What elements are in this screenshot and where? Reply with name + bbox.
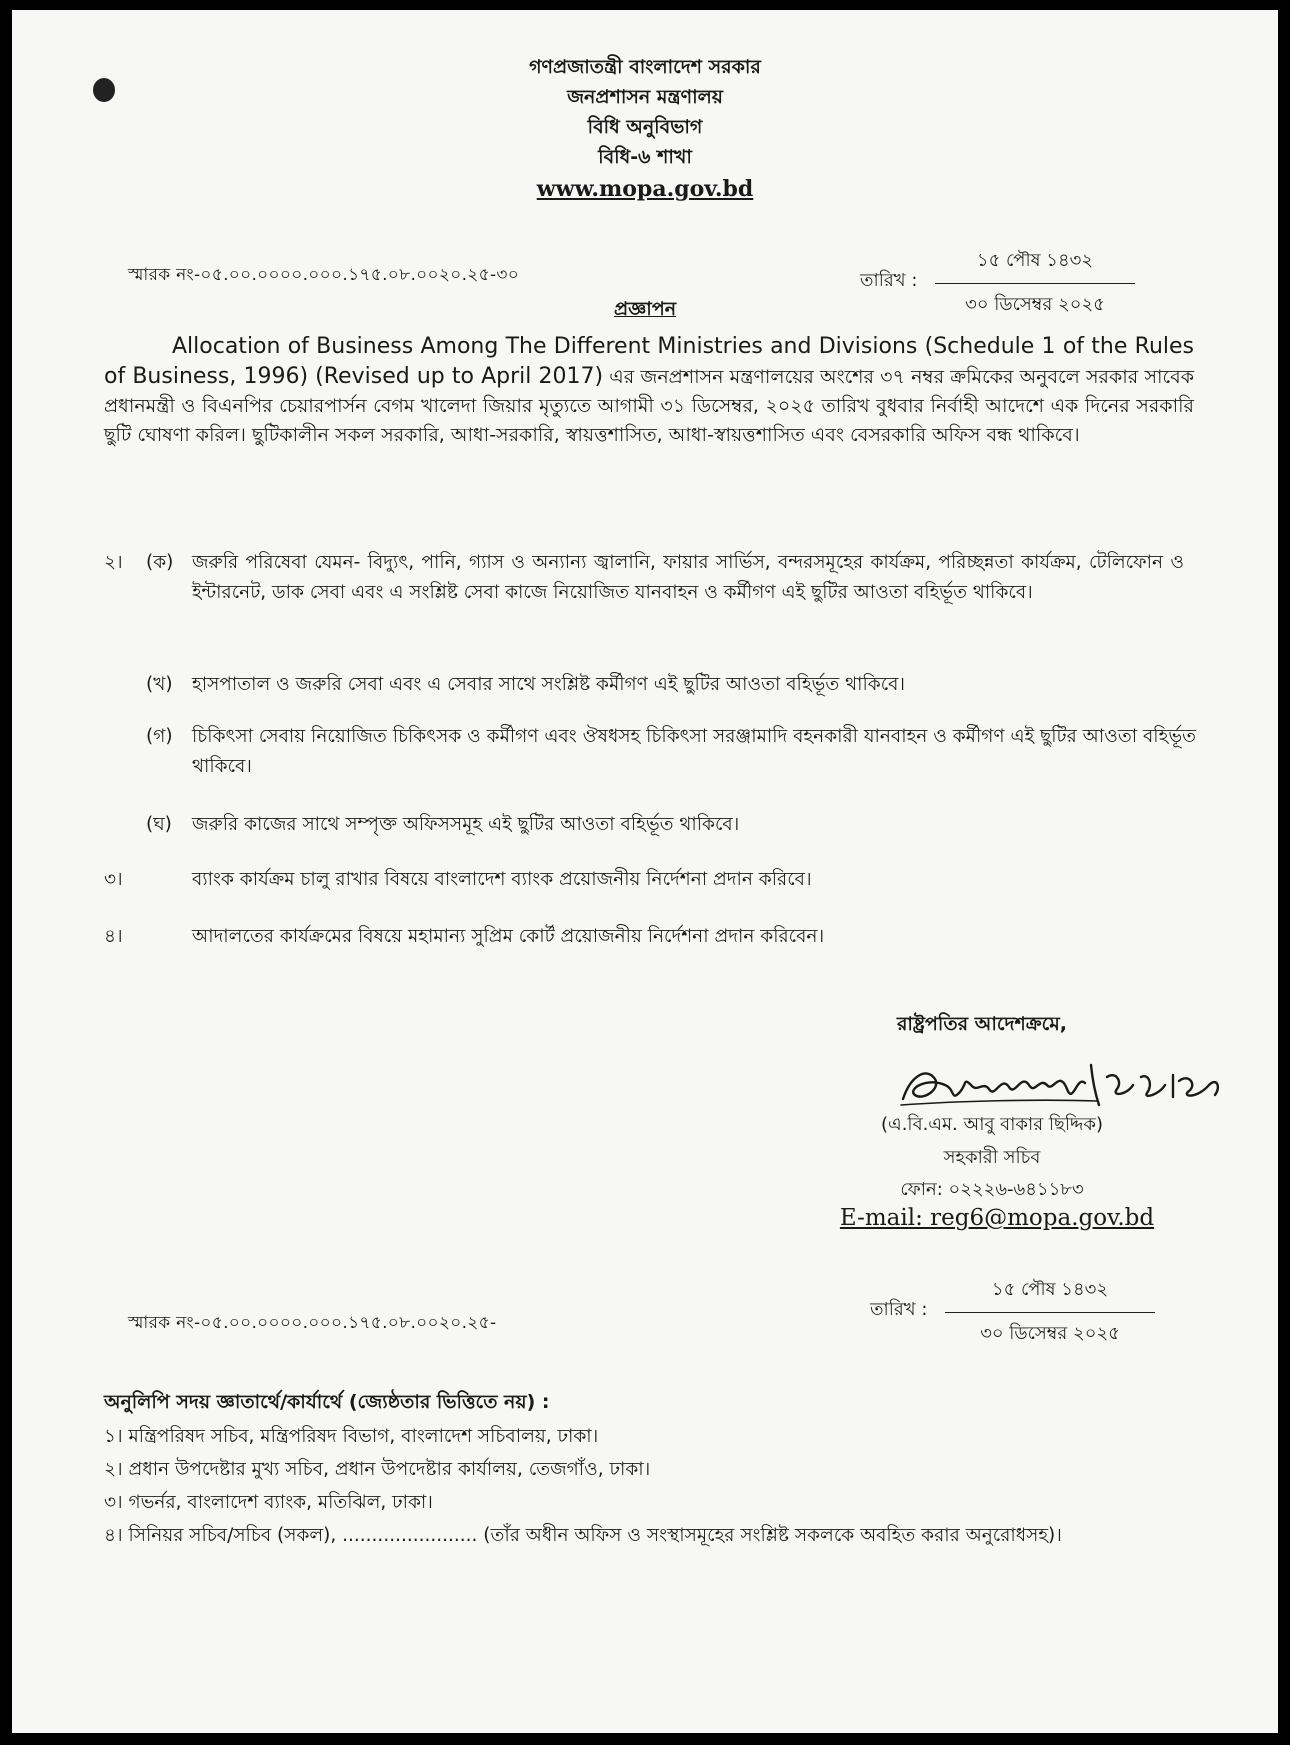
item-4 — [104, 922, 1184, 954]
item-number: ৪। — [104, 926, 123, 947]
date-label: তারিখ : — [860, 270, 918, 291]
sub-label: (খ) — [146, 674, 173, 695]
signatory-phone: ফোন: ০২২২৬-৬৪১১৮৩ — [900, 1179, 1084, 1200]
body-bangla: এর জনপ্রশাসন মন্ত্রণালয়ের অংশের ৩৭ নম্বর ক্রমিকের অনুবলে সরকার সাবেক প্রধানমন্ত্রী ও বিএনপির চেয়ারপার্সন বেগম খালেদা জিয়ার মৃত্যুতে আগামী ৩১ ডিসেম্বর, ২০২৫ তারিখ বুধবার নির্বাহী আদেশে এক দিনের সরকারি ছুটি ঘোষণা করিল। ছুটিকালীন সকল সরকারি, আধা-সরকারি, স্বায়ত্তশাসিত, আধা-স্বায়ত্তশাসিত এবং বেসরকারি অফিস বন্ধ থাকিবে। — [104, 366, 1195, 446]
document-page — [12, 10, 1278, 1733]
item-2c — [146, 722, 1196, 788]
item-text: জরুরি কাজের সাথে সম্পৃক্ত অফিসসমূহ এই ছুটির আওতা বহির্ভূত থাকিবে। — [192, 814, 740, 835]
presidential-order: রাষ্ট্রপতির আদেশক্রমে, — [896, 1013, 1068, 1035]
item-2b — [146, 670, 1186, 702]
signature-block — [812, 1010, 1152, 1040]
item-2a — [104, 548, 1184, 648]
item-text: চিকিৎসা সেবায় নিয়োজিত চিকিৎসক ও কর্মীগণ এবং ঔষধসহ চিকিৎসা সরঞ্জামাদি বহনকারী যানবাহন ও কর্মীগণ এই ছুটির আওতা বহির্ভূত থাকিবে। — [192, 726, 1196, 777]
government-name: গণপ্রজাতন্ত্রী বাংলাদেশ সরকার — [529, 56, 761, 78]
item-2d — [146, 810, 1186, 842]
copy-to-title: অনুলিপি সদয় জ্ঞাতার্থে/কার্যার্থে (জ্যেষ্ঠতার ভিত্তিতে নয়) : — [104, 1391, 550, 1413]
item-3 — [104, 865, 1184, 897]
item-text: আদালতের কার্যক্রমের বিষয়ে মহামান্য সুপ্রিম কোর্ট প্রয়োজনীয় নির্দেশনা প্রদান করিবেন। — [192, 926, 825, 947]
sub-label: (ঘ) — [146, 814, 172, 835]
branch-name: বিধি-৬ শাখা — [598, 146, 692, 168]
letterhead — [12, 52, 1278, 204]
date-bangla: ১৫ পৌষ ১৪৩২ — [935, 246, 1135, 284]
date-bangla: ১৫ পৌষ ১৪৩২ — [945, 1275, 1155, 1313]
wing-name: বিধি অনুবিভাগ — [587, 116, 703, 138]
list-item: ২। প্রধান উপদেষ্টার মুখ্য সচিব, প্রধান উপদেষ্টার কার্যালয়, তেজগাঁও, ঢাকা। — [104, 1459, 651, 1480]
memo-number: স্মারক নং-০৫.০০.০০০০.০০০.১৭৫.০৮.০০২০.২৫-৩০ — [128, 265, 520, 285]
signatory-name: (এ.বি.এম. আবু বাকার ছিদ্দিক) — [880, 1114, 1103, 1135]
item-number: ৩। — [104, 869, 123, 890]
signatory-email[interactable]: E-mail: reg6@mopa.gov.bd — [839, 1205, 1155, 1231]
date-gregorian: ৩০ ডিসেম্বর ২০২৫ — [980, 1323, 1120, 1344]
item-number: ২। — [104, 552, 123, 573]
list-item: ৪। সিনিয়র সচিব/সচিব (সকল), ....................... (তাঁর অধীন অফিস ও সংস্থাসমূহের সংশ্লিষ্ট সকলকে অবহিত করার অনুরোধসহ)। — [104, 1525, 1062, 1546]
website-link[interactable]: www.mopa.gov.bd — [536, 176, 754, 202]
signatory-designation: সহকারী সচিব — [943, 1147, 1041, 1168]
sub-label: (গ) — [146, 726, 173, 747]
item-text: হাসপাতাল ও জরুরি সেবা এবং এ সেবার সাথে সংশ্লিষ্ট কর্মীগণ এই ছুটির আওতা বহির্ভূত থাকিবে। — [192, 674, 906, 695]
handwritten-signature — [897, 1055, 1227, 1115]
item-text: ব্যাংক কার্যক্রম চালু রাখার বিষয়ে বাংলাদেশ ব্যাংক প্রয়োজনীয় নির্দেশনা প্রদান করিবে। — [192, 869, 812, 890]
list-item: ১। মন্ত্রিপরিষদ সচিব, মন্ত্রিপরিষদ বিভাগ, বাংলাদেশ সচিবালয়, ঢাকা। — [104, 1426, 599, 1447]
date-label: তারিখ : — [870, 1299, 928, 1320]
body-english: Allocation of Business Among The Different Ministries and Divisions (Schedule 1 of the Rules of Business, 1996) (Revised up to April 2017) — [104, 334, 1194, 389]
notification-title: প্রজ্ঞাপন — [613, 298, 677, 320]
item-text: জরুরি পরিষেবা যেমন- বিদ্যুৎ, পানি, গ্যাস ও অন্যান্য জ্বালানি, ফায়ার সার্ভিস, বন্দরসমূহের কার্যক্রম, পরিচ্ছন্নতা কার্যক্রম, টেলিফোন ও ইন্টারনেট, ডাক সেবা এবং এ সংশ্লিষ্ট সেবা কাজে নিয়োজিত যানবাহন ও কর্মীগণ এই ছুটির আওতা বহির্ভূত থাকিবে। — [192, 552, 1184, 603]
list-item: ৩। গভর্নর, বাংলাদেশ ব্যাংক, মতিঝিল, ঢাকা। — [104, 1492, 433, 1513]
notification-body — [104, 332, 1194, 450]
copy-to-list — [104, 1420, 1164, 1552]
ministry-name: জনপ্রশাসন মন্ত্রণালয় — [567, 86, 723, 108]
date-gregorian: ৩০ ডিসেম্বর ২০২৫ — [965, 294, 1105, 315]
memo-number-2: স্মারক নং-০৫.০০.০০০০.০০০.১৭৫.০৮.০০২০.২৫- — [128, 1313, 497, 1333]
sub-label: (ক) — [146, 552, 174, 573]
